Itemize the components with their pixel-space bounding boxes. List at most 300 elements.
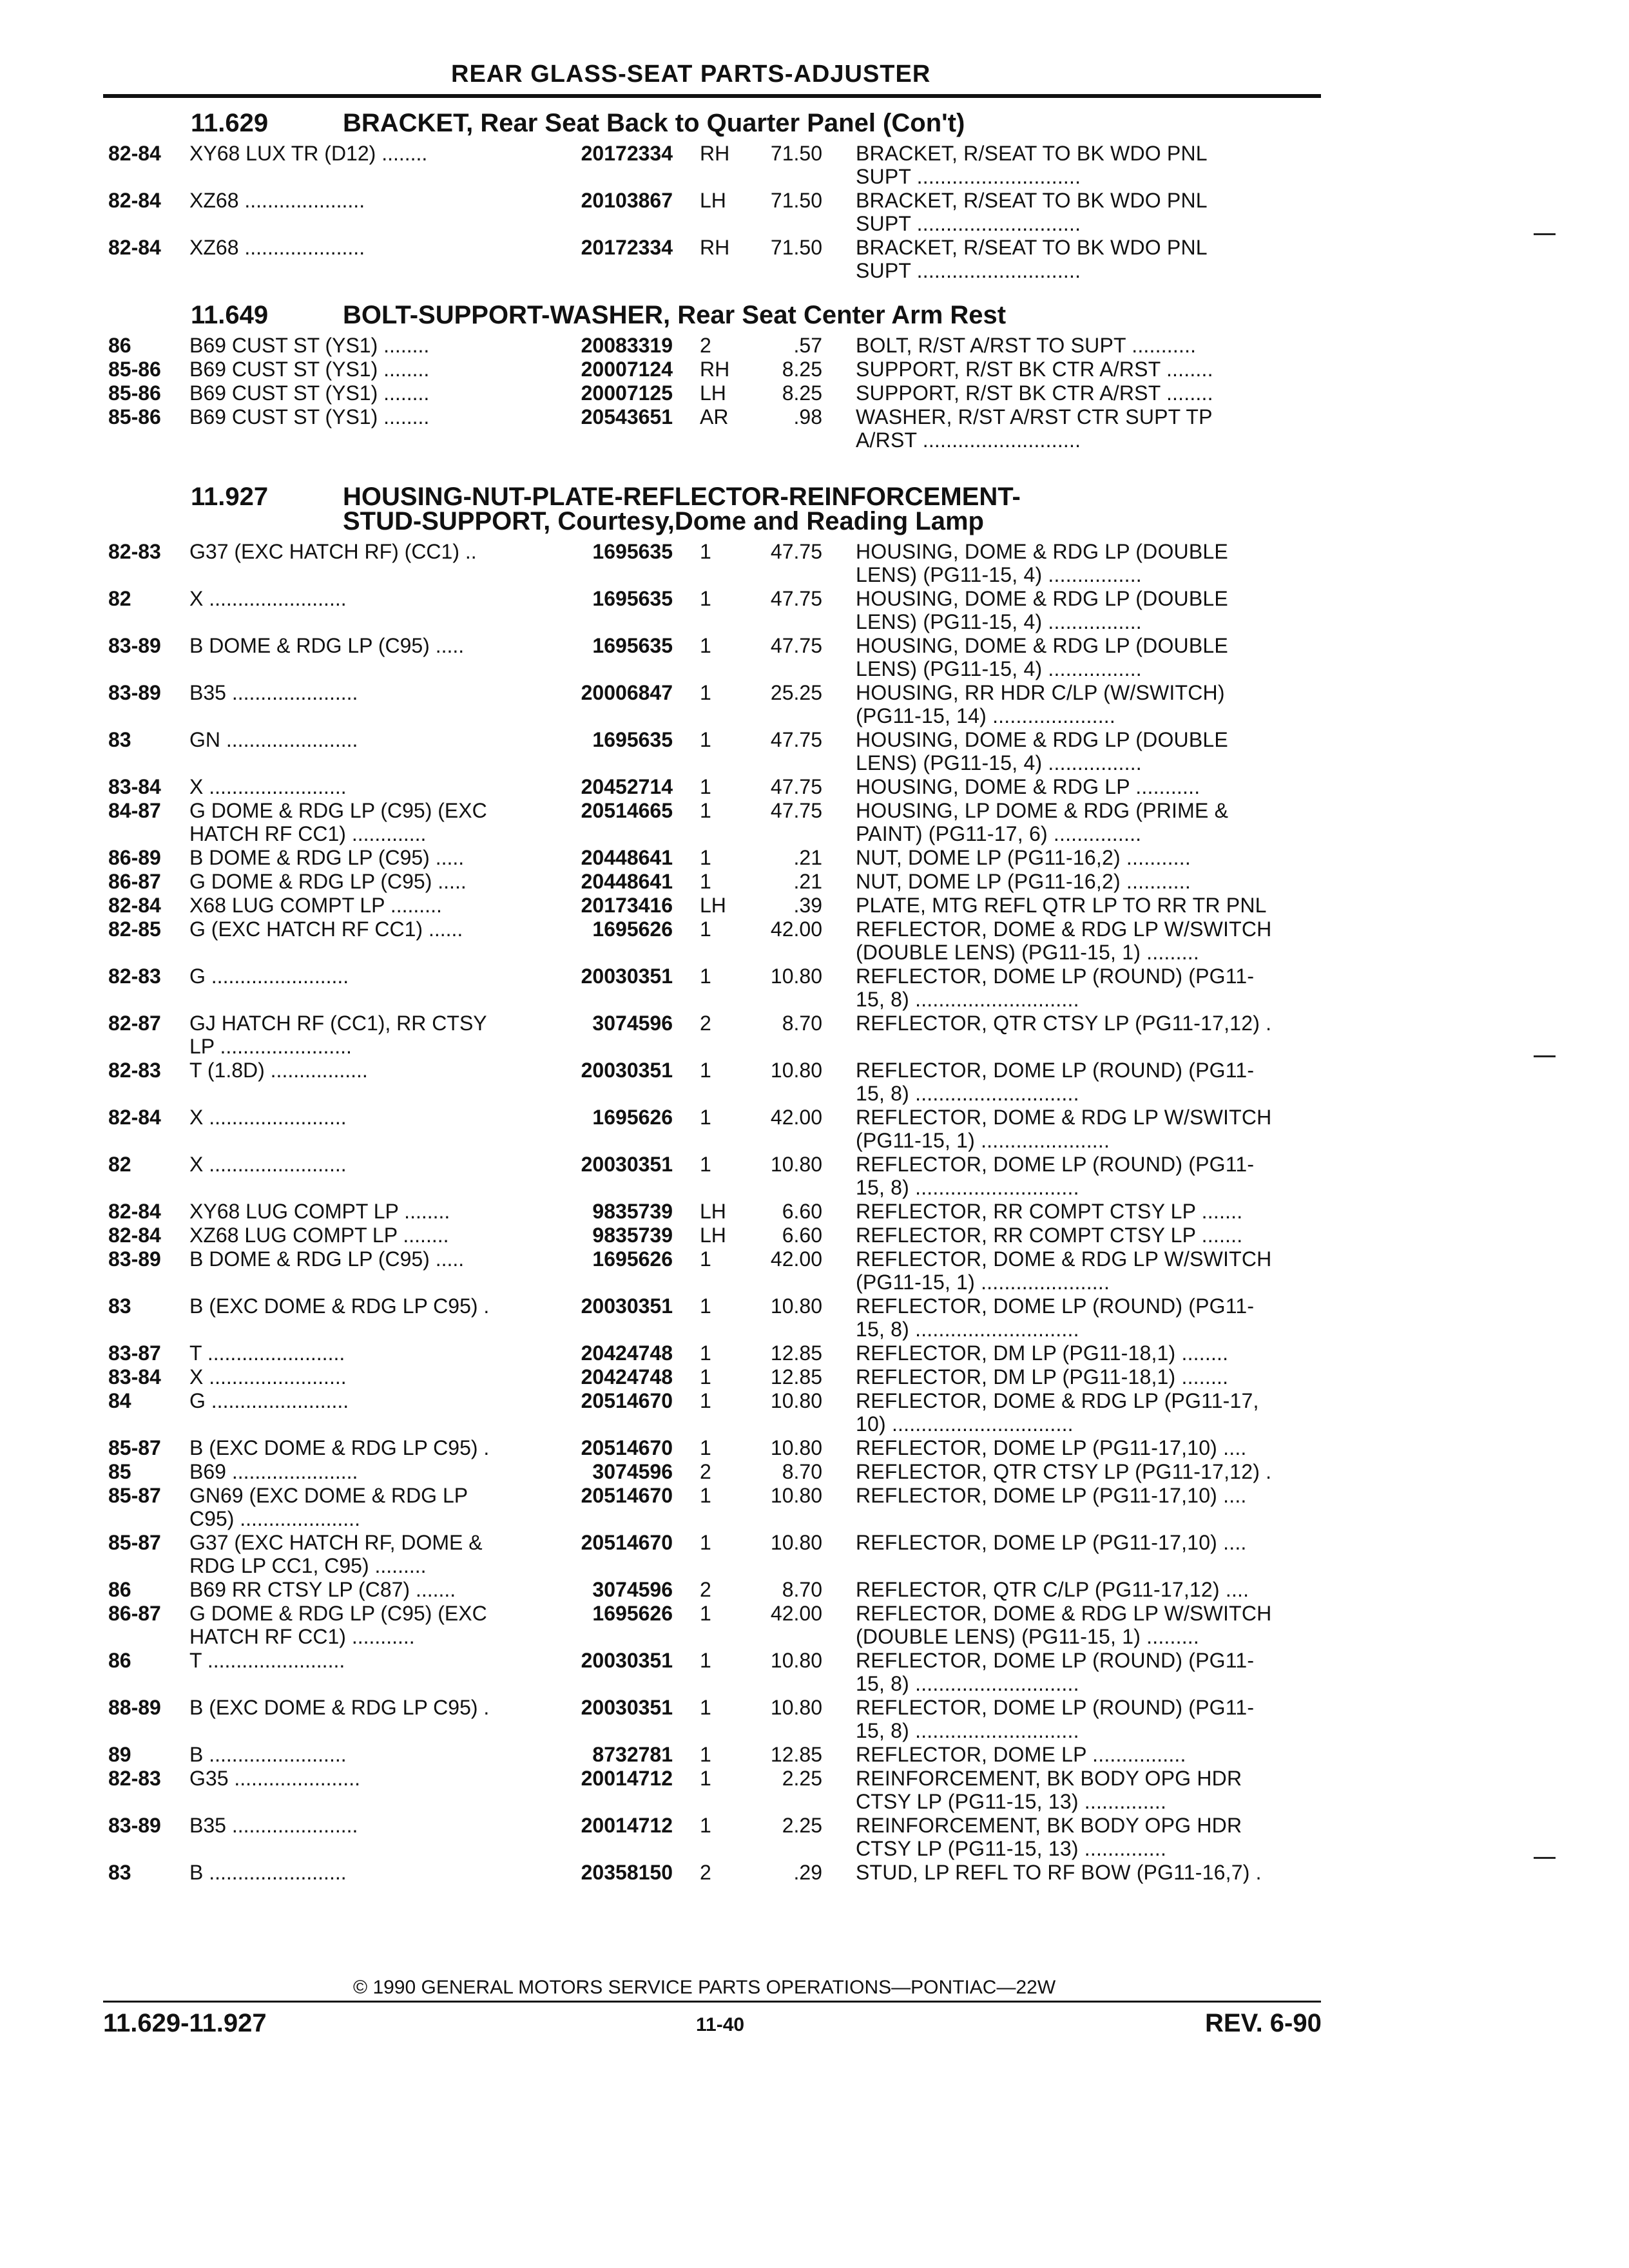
model-description: T ........................ (189, 1649, 345, 1672)
quantity: 1 (700, 1743, 711, 1766)
price: .98 (793, 405, 822, 428)
price: 42.00 (770, 918, 822, 941)
part-number: 20103867 (581, 189, 673, 212)
model-years: 82 (108, 587, 131, 610)
section-number: 11.649 (191, 301, 269, 329)
part-name: REINFORCEMENT, BK BODY OPG HDR CTSY LP (PG11-15, 13) .............. (856, 1814, 1242, 1860)
model-description: B69 CUST ST (YS1) ........ (189, 358, 430, 381)
section-11-629 (108, 111, 1333, 283)
quantity: 1 (700, 587, 711, 610)
model-description: XY68 LUX TR (D12) ........ (189, 142, 428, 165)
part-number: 1695626 (592, 1247, 673, 1271)
part-number: 20514670 (581, 1484, 673, 1507)
part-row (108, 1059, 1333, 1105)
part-name: REFLECTOR, RR COMPT CTSY LP ....... (856, 1224, 1243, 1247)
quantity: 1 (700, 1484, 711, 1507)
part-row (108, 1106, 1333, 1152)
model-description: B (EXC DOME & RDG LP C95) . (189, 1696, 490, 1719)
part-number: 20006847 (581, 681, 673, 704)
quantity: RH (700, 236, 730, 259)
price: 8.70 (782, 1012, 822, 1035)
quantity: 1 (700, 1649, 711, 1672)
price: 8.70 (782, 1578, 822, 1601)
model-description: T ........................ (189, 1341, 345, 1365)
quantity: 1 (700, 540, 711, 563)
part-number: 20007125 (581, 381, 673, 405)
quantity: 1 (700, 799, 711, 822)
model-description: B DOME & RDG LP (C95) ..... (189, 1247, 465, 1271)
price: .39 (793, 894, 822, 917)
part-number: 20448641 (581, 846, 673, 869)
price: 12.85 (770, 1341, 822, 1365)
price: 8.70 (782, 1460, 822, 1483)
quantity: 2 (700, 1861, 711, 1884)
model-description: B69 CUST ST (YS1) ........ (189, 381, 430, 405)
section-title: HOUSING-NUT-PLATE-REFLECTOR-REINFORCEMENT- STUD-SUPPORT, Courtesy,Dome and Reading Lamp (343, 483, 1021, 535)
model-description: G DOME & RDG LP (C95) (EXC HATCH RF CC1) ........... (189, 1602, 487, 1648)
edge-mark (1534, 233, 1556, 235)
price: 10.80 (770, 1696, 822, 1719)
model-description: B69 CUST ST (YS1) ........ (189, 334, 430, 357)
quantity: 1 (700, 775, 711, 798)
part-number: 20543651 (581, 405, 673, 428)
model-years: 85-87 (108, 1484, 161, 1507)
part-number: 20452714 (581, 775, 673, 798)
price: 47.75 (770, 634, 822, 657)
quantity: LH (700, 381, 726, 405)
part-row (108, 1224, 1333, 1247)
quantity: 1 (700, 1365, 711, 1389)
part-number: 20083319 (581, 334, 673, 357)
price: 47.75 (770, 587, 822, 610)
quantity: 1 (700, 1247, 711, 1271)
edge-mark (1534, 1857, 1556, 1859)
model-years: 86-87 (108, 1602, 161, 1625)
model-description: X ........................ (189, 775, 347, 798)
part-row (108, 1389, 1333, 1436)
part-number: 20030351 (581, 965, 673, 988)
part-number: 3074596 (592, 1012, 673, 1035)
price: 10.80 (770, 1294, 822, 1318)
model-description: X ........................ (189, 1106, 347, 1129)
quantity: 1 (700, 1767, 711, 1790)
model-years: 85-86 (108, 405, 161, 428)
price: 71.50 (770, 236, 822, 259)
price: 42.00 (770, 1106, 822, 1129)
part-row (108, 587, 1333, 633)
quantity: RH (700, 142, 730, 165)
part-row (108, 1578, 1333, 1601)
part-name: HOUSING, DOME & RDG LP (DOUBLE LENS) (PG11-15, 4) ................ (856, 634, 1228, 680)
price: .21 (793, 846, 822, 869)
quantity: 1 (700, 634, 711, 657)
model-description: G DOME & RDG LP (C95) (EXC HATCH RF CC1) ............. (189, 799, 487, 845)
model-years: 86 (108, 1649, 131, 1672)
footer-page-number: 11-40 (696, 2014, 745, 2035)
footer-copyright: © 1990 GENERAL MOTORS SERVICE PARTS OPERATIONS—PONTIAC—22W (348, 1977, 1061, 1999)
section-heading (108, 111, 1333, 135)
model-years: 89 (108, 1743, 131, 1766)
model-years: 82-83 (108, 1767, 161, 1790)
quantity: 1 (700, 965, 711, 988)
part-number: 8732781 (592, 1743, 673, 1766)
model-description: B (EXC DOME & RDG LP C95) . (189, 1294, 490, 1318)
section-heading (108, 485, 1333, 533)
part-number: 1695626 (592, 1602, 673, 1625)
part-name: REFLECTOR, DOME LP (ROUND) (PG11- 15, 8) ............................ (856, 1649, 1255, 1695)
part-number: 20014712 (581, 1814, 673, 1837)
part-number: 20514665 (581, 799, 673, 822)
model-description: B35 ...................... (189, 1814, 358, 1837)
model-description: XZ68 ..................... (189, 236, 365, 259)
quantity: 1 (700, 1389, 711, 1412)
quantity: LH (700, 1224, 726, 1247)
part-name: REFLECTOR, QTR C/LP (PG11-17,12) .... (856, 1578, 1249, 1601)
part-number: 20448641 (581, 870, 673, 893)
part-row (108, 358, 1333, 381)
model-years: 83-89 (108, 1814, 161, 1837)
model-years: 83 (108, 728, 131, 751)
model-description: XY68 LUG COMPT LP ........ (189, 1200, 450, 1223)
price: 2.25 (782, 1814, 822, 1837)
section-number: 11.629 (191, 109, 269, 137)
price: 71.50 (770, 142, 822, 165)
part-name: HOUSING, DOME & RDG LP (DOUBLE LENS) (PG11-15, 4) ................ (856, 587, 1228, 633)
part-number: 3074596 (592, 1460, 673, 1483)
part-name: REFLECTOR, QTR CTSY LP (PG11-17,12) . (856, 1012, 1272, 1035)
price: .57 (793, 334, 822, 357)
part-number: 20424748 (581, 1365, 673, 1389)
model-years: 85-86 (108, 358, 161, 381)
section-11-927 (108, 485, 1333, 1885)
part-row (108, 142, 1333, 188)
part-name: REFLECTOR, DOME LP (ROUND) (PG11- 15, 8) ............................ (856, 965, 1255, 1011)
model-years: 83-89 (108, 634, 161, 657)
model-years: 83-87 (108, 1341, 161, 1365)
model-years: 86-89 (108, 846, 161, 869)
price: 10.80 (770, 1153, 822, 1176)
part-name: HOUSING, LP DOME & RDG (PRIME & PAINT) (PG11-17, 6) ............... (856, 799, 1229, 845)
quantity: 1 (700, 870, 711, 893)
price: 47.75 (770, 775, 822, 798)
part-row (108, 1484, 1333, 1530)
model-description: XZ68 LUG COMPT LP ........ (189, 1224, 449, 1247)
part-number: 1695626 (592, 918, 673, 941)
part-row (108, 894, 1333, 917)
model-years: 83-89 (108, 681, 161, 704)
quantity: RH (700, 358, 730, 381)
model-description: X68 LUG COMPT LP ......... (189, 894, 442, 917)
model-years: 82-87 (108, 1012, 161, 1035)
part-row (108, 405, 1333, 452)
section-title: BRACKET, Rear Seat Back to Quarter Panel (Con't) (343, 109, 965, 137)
part-name: HOUSING, DOME & RDG LP ........... (856, 775, 1200, 798)
model-years: 82-83 (108, 540, 161, 563)
price: 25.25 (770, 681, 822, 704)
quantity: 1 (700, 918, 711, 941)
part-name: BRACKET, R/SEAT TO BK WDO PNL SUPT ............................ (856, 236, 1208, 282)
price: 6.60 (782, 1200, 822, 1223)
model-description: B69 ...................... (189, 1460, 358, 1483)
part-name: REFLECTOR, DM LP (PG11-18,1) ........ (856, 1341, 1229, 1365)
model-description: B69 RR CTSY LP (C87) ....... (189, 1578, 456, 1601)
model-description: X ........................ (189, 1365, 347, 1389)
model-years: 83 (108, 1294, 131, 1318)
model-years: 82-84 (108, 189, 161, 212)
part-name: BRACKET, R/SEAT TO BK WDO PNL SUPT ............................ (856, 142, 1208, 188)
model-years: 82-83 (108, 1059, 161, 1082)
quantity: 2 (700, 1460, 711, 1483)
part-row (108, 189, 1333, 235)
part-row (108, 236, 1333, 282)
quantity: 1 (700, 1814, 711, 1837)
part-number: 20424748 (581, 1341, 673, 1365)
part-number: 20514670 (581, 1531, 673, 1554)
part-row (108, 334, 1333, 357)
model-description: XZ68 ..................... (189, 189, 365, 212)
model-years: 85-86 (108, 381, 161, 405)
part-row (108, 918, 1333, 964)
part-row (108, 1602, 1333, 1648)
model-years: 82-84 (108, 1200, 161, 1223)
part-number: 20030351 (581, 1294, 673, 1318)
part-row (108, 1365, 1333, 1389)
part-row (108, 681, 1333, 727)
part-row (108, 965, 1333, 1011)
model-years: 86 (108, 334, 131, 357)
price: 10.80 (770, 1059, 822, 1082)
model-description: B69 CUST ST (YS1) ........ (189, 405, 430, 428)
model-description: G DOME & RDG LP (C95) ..... (189, 870, 467, 893)
part-name: REFLECTOR, DOME & RDG LP W/SWITCH (PG11-15, 1) ...................... (856, 1247, 1272, 1294)
part-name: HOUSING, RR HDR C/LP (W/SWITCH) (PG11-15, 14) ..................... (856, 681, 1225, 727)
price: 8.25 (782, 381, 822, 405)
part-name: REFLECTOR, RR COMPT CTSY LP ....... (856, 1200, 1243, 1223)
part-name: NUT, DOME LP (PG11-16,2) ........... (856, 846, 1191, 869)
quantity: 2 (700, 1578, 711, 1601)
part-number: 20014712 (581, 1767, 673, 1790)
quantity: 1 (700, 846, 711, 869)
section-title: BOLT-SUPPORT-WASHER, Rear Seat Center Arm Rest (343, 301, 1007, 329)
part-name: BOLT, R/ST A/RST TO SUPT ........... (856, 334, 1197, 357)
part-name: REFLECTOR, DOME LP (ROUND) (PG11- 15, 8) ............................ (856, 1153, 1255, 1199)
footer-rule (103, 2001, 1321, 2003)
price: .29 (793, 1861, 822, 1884)
part-row (108, 1247, 1333, 1294)
price: 10.80 (770, 1436, 822, 1459)
section-number: 11.927 (191, 483, 269, 511)
part-number: 20030351 (581, 1696, 673, 1719)
model-description: G (EXC HATCH RF CC1) ...... (189, 918, 463, 941)
quantity: 1 (700, 1602, 711, 1625)
part-number: 20007124 (581, 358, 673, 381)
model-description: G37 (EXC HATCH RF, DOME & RDG LP CC1, C95) ......... (189, 1531, 483, 1577)
part-number: 20358150 (581, 1861, 673, 1884)
quantity: 1 (700, 1294, 711, 1318)
model-years: 82-84 (108, 1224, 161, 1247)
part-name: REFLECTOR, QTR CTSY LP (PG11-17,12) . (856, 1460, 1272, 1483)
model-years: 82-84 (108, 236, 161, 259)
model-description: G ........................ (189, 1389, 349, 1412)
section-heading (108, 303, 1333, 327)
part-name: PLATE, MTG REFL QTR LP TO RR TR PNL (856, 894, 1267, 917)
part-row (108, 381, 1333, 405)
part-name: REFLECTOR, DOME & RDG LP W/SWITCH (PG11-15, 1) ...................... (856, 1106, 1272, 1152)
part-row (108, 1814, 1333, 1860)
part-name: STUD, LP REFL TO RF BOW (PG11-16,7) . (856, 1861, 1262, 1884)
part-number: 1695635 (592, 728, 673, 751)
part-number: 20172334 (581, 236, 673, 259)
price: 2.25 (782, 1767, 822, 1790)
price: 47.75 (770, 540, 822, 563)
part-number: 20030351 (581, 1153, 673, 1176)
model-years: 84 (108, 1389, 131, 1412)
part-name: HOUSING, DOME & RDG LP (DOUBLE LENS) (PG11-15, 4) ................ (856, 728, 1228, 774)
quantity: 1 (700, 681, 711, 704)
quantity: 2 (700, 1012, 711, 1035)
footer-revision: REV. 6-90 (1205, 2009, 1322, 2037)
price: 10.80 (770, 965, 822, 988)
part-number: 20514670 (581, 1389, 673, 1412)
model-years: 86 (108, 1578, 131, 1601)
part-row (108, 846, 1333, 869)
header-rule (103, 94, 1321, 98)
part-row (108, 1200, 1333, 1223)
part-row (108, 1861, 1333, 1884)
part-name: REFLECTOR, DOME LP (PG11-17,10) .... (856, 1531, 1247, 1554)
part-row (108, 540, 1333, 586)
price: 10.80 (770, 1484, 822, 1507)
part-number: 3074596 (592, 1578, 673, 1601)
price: 71.50 (770, 189, 822, 212)
part-row (108, 1649, 1333, 1695)
model-description: B DOME & RDG LP (C95) ..... (189, 634, 465, 657)
model-description: GJ HATCH RF (CC1), RR CTSY LP ....................... (189, 1012, 487, 1058)
price: 10.80 (770, 1649, 822, 1672)
part-name: REINFORCEMENT, BK BODY OPG HDR CTSY LP (PG11-15, 13) .............. (856, 1767, 1242, 1813)
footer-section-range: 11.629-11.927 (103, 2009, 267, 2037)
quantity: AR (700, 405, 729, 428)
model-years: 85-87 (108, 1436, 161, 1459)
quantity: 1 (700, 1106, 711, 1129)
model-years: 82-84 (108, 142, 161, 165)
quantity: 1 (700, 728, 711, 751)
model-years: 82-84 (108, 1106, 161, 1129)
model-description: B DOME & RDG LP (C95) ..... (189, 846, 465, 869)
model-years: 82 (108, 1153, 131, 1176)
part-name: REFLECTOR, DOME LP (PG11-17,10) .... (856, 1436, 1247, 1459)
model-description: X ........................ (189, 587, 347, 610)
part-row (108, 775, 1333, 798)
model-description: B ........................ (189, 1743, 347, 1766)
part-number: 20173416 (581, 894, 673, 917)
price: 47.75 (770, 799, 822, 822)
price: 10.80 (770, 1389, 822, 1412)
model-years: 83-84 (108, 775, 161, 798)
part-name: SUPPORT, R/ST BK CTR A/RST ........ (856, 381, 1213, 405)
part-row (108, 799, 1333, 845)
part-name: HOUSING, DOME & RDG LP (DOUBLE LENS) (PG11-15, 4) ................ (856, 540, 1228, 586)
model-description: B35 ...................... (189, 681, 358, 704)
quantity: 1 (700, 1341, 711, 1365)
part-row (108, 870, 1333, 893)
price: 10.80 (770, 1531, 822, 1554)
model-description: GN69 (EXC DOME & RDG LP C95) ..................... (189, 1484, 468, 1530)
part-name: WASHER, R/ST A/RST CTR SUPT TP A/RST ........................... (856, 405, 1213, 452)
model-years: 83 (108, 1861, 131, 1884)
part-number: 20030351 (581, 1649, 673, 1672)
part-row (108, 728, 1333, 774)
model-description: X ........................ (189, 1153, 347, 1176)
model-description: B ........................ (189, 1861, 347, 1884)
model-years: 83-84 (108, 1365, 161, 1389)
price: 12.85 (770, 1365, 822, 1389)
model-years: 85-87 (108, 1531, 161, 1554)
model-years: 85 (108, 1460, 131, 1483)
part-row (108, 1460, 1333, 1483)
section-11-649 (108, 303, 1333, 452)
part-name: SUPPORT, R/ST BK CTR A/RST ........ (856, 358, 1213, 381)
model-years: 82-85 (108, 918, 161, 941)
price: 6.60 (782, 1224, 822, 1247)
model-description: T (1.8D) ................. (189, 1059, 368, 1082)
model-description: G37 (EXC HATCH RF) (CC1) .. (189, 540, 477, 563)
part-number: 9835739 (592, 1200, 673, 1223)
model-description: B (EXC DOME & RDG LP C95) . (189, 1436, 490, 1459)
quantity: 2 (700, 334, 711, 357)
model-years: 86-87 (108, 870, 161, 893)
part-number: 1695626 (592, 1106, 673, 1129)
part-row (108, 1696, 1333, 1742)
price: 42.00 (770, 1247, 822, 1271)
part-row (108, 1767, 1333, 1813)
price: .21 (793, 870, 822, 893)
quantity: LH (700, 894, 726, 917)
price: 42.00 (770, 1602, 822, 1625)
part-row (108, 1531, 1333, 1577)
part-row (108, 1294, 1333, 1341)
model-description: G35 ...................... (189, 1767, 360, 1790)
part-name: REFLECTOR, DOME & RDG LP W/SWITCH (DOUBLE LENS) (PG11-15, 1) ......... (856, 1602, 1272, 1648)
quantity: 1 (700, 1696, 711, 1719)
part-number: 1695635 (592, 540, 673, 563)
part-name: REFLECTOR, DOME LP (ROUND) (PG11- 15, 8) ............................ (856, 1696, 1255, 1742)
part-row (108, 1153, 1333, 1199)
price: 8.25 (782, 358, 822, 381)
quantity: 1 (700, 1153, 711, 1176)
part-name: BRACKET, R/SEAT TO BK WDO PNL SUPT ............................ (856, 189, 1208, 235)
part-number: 9835739 (592, 1224, 673, 1247)
part-number: 1695635 (592, 587, 673, 610)
part-number: 20514670 (581, 1436, 673, 1459)
part-name: REFLECTOR, DOME & RDG LP W/SWITCH (DOUBLE LENS) (PG11-15, 1) ......... (856, 918, 1272, 964)
edge-mark (1534, 1055, 1556, 1057)
part-row (108, 1341, 1333, 1365)
page-title: REAR GLASS-SEAT PARTS-ADJUSTER (451, 61, 931, 88)
model-description: GN ....................... (189, 728, 358, 751)
part-name: REFLECTOR, DOME LP (ROUND) (PG11- 15, 8) ............................ (856, 1059, 1255, 1105)
part-name: NUT, DOME LP (PG11-16,2) ........... (856, 870, 1191, 893)
price: 12.85 (770, 1743, 822, 1766)
model-years: 88-89 (108, 1696, 161, 1719)
model-years: 83-89 (108, 1247, 161, 1271)
part-row (108, 634, 1333, 680)
part-name: REFLECTOR, DOME LP ................ (856, 1743, 1186, 1766)
model-years: 84-87 (108, 799, 161, 822)
model-years: 82-84 (108, 894, 161, 917)
part-row (108, 1436, 1333, 1459)
part-number: 20172334 (581, 142, 673, 165)
